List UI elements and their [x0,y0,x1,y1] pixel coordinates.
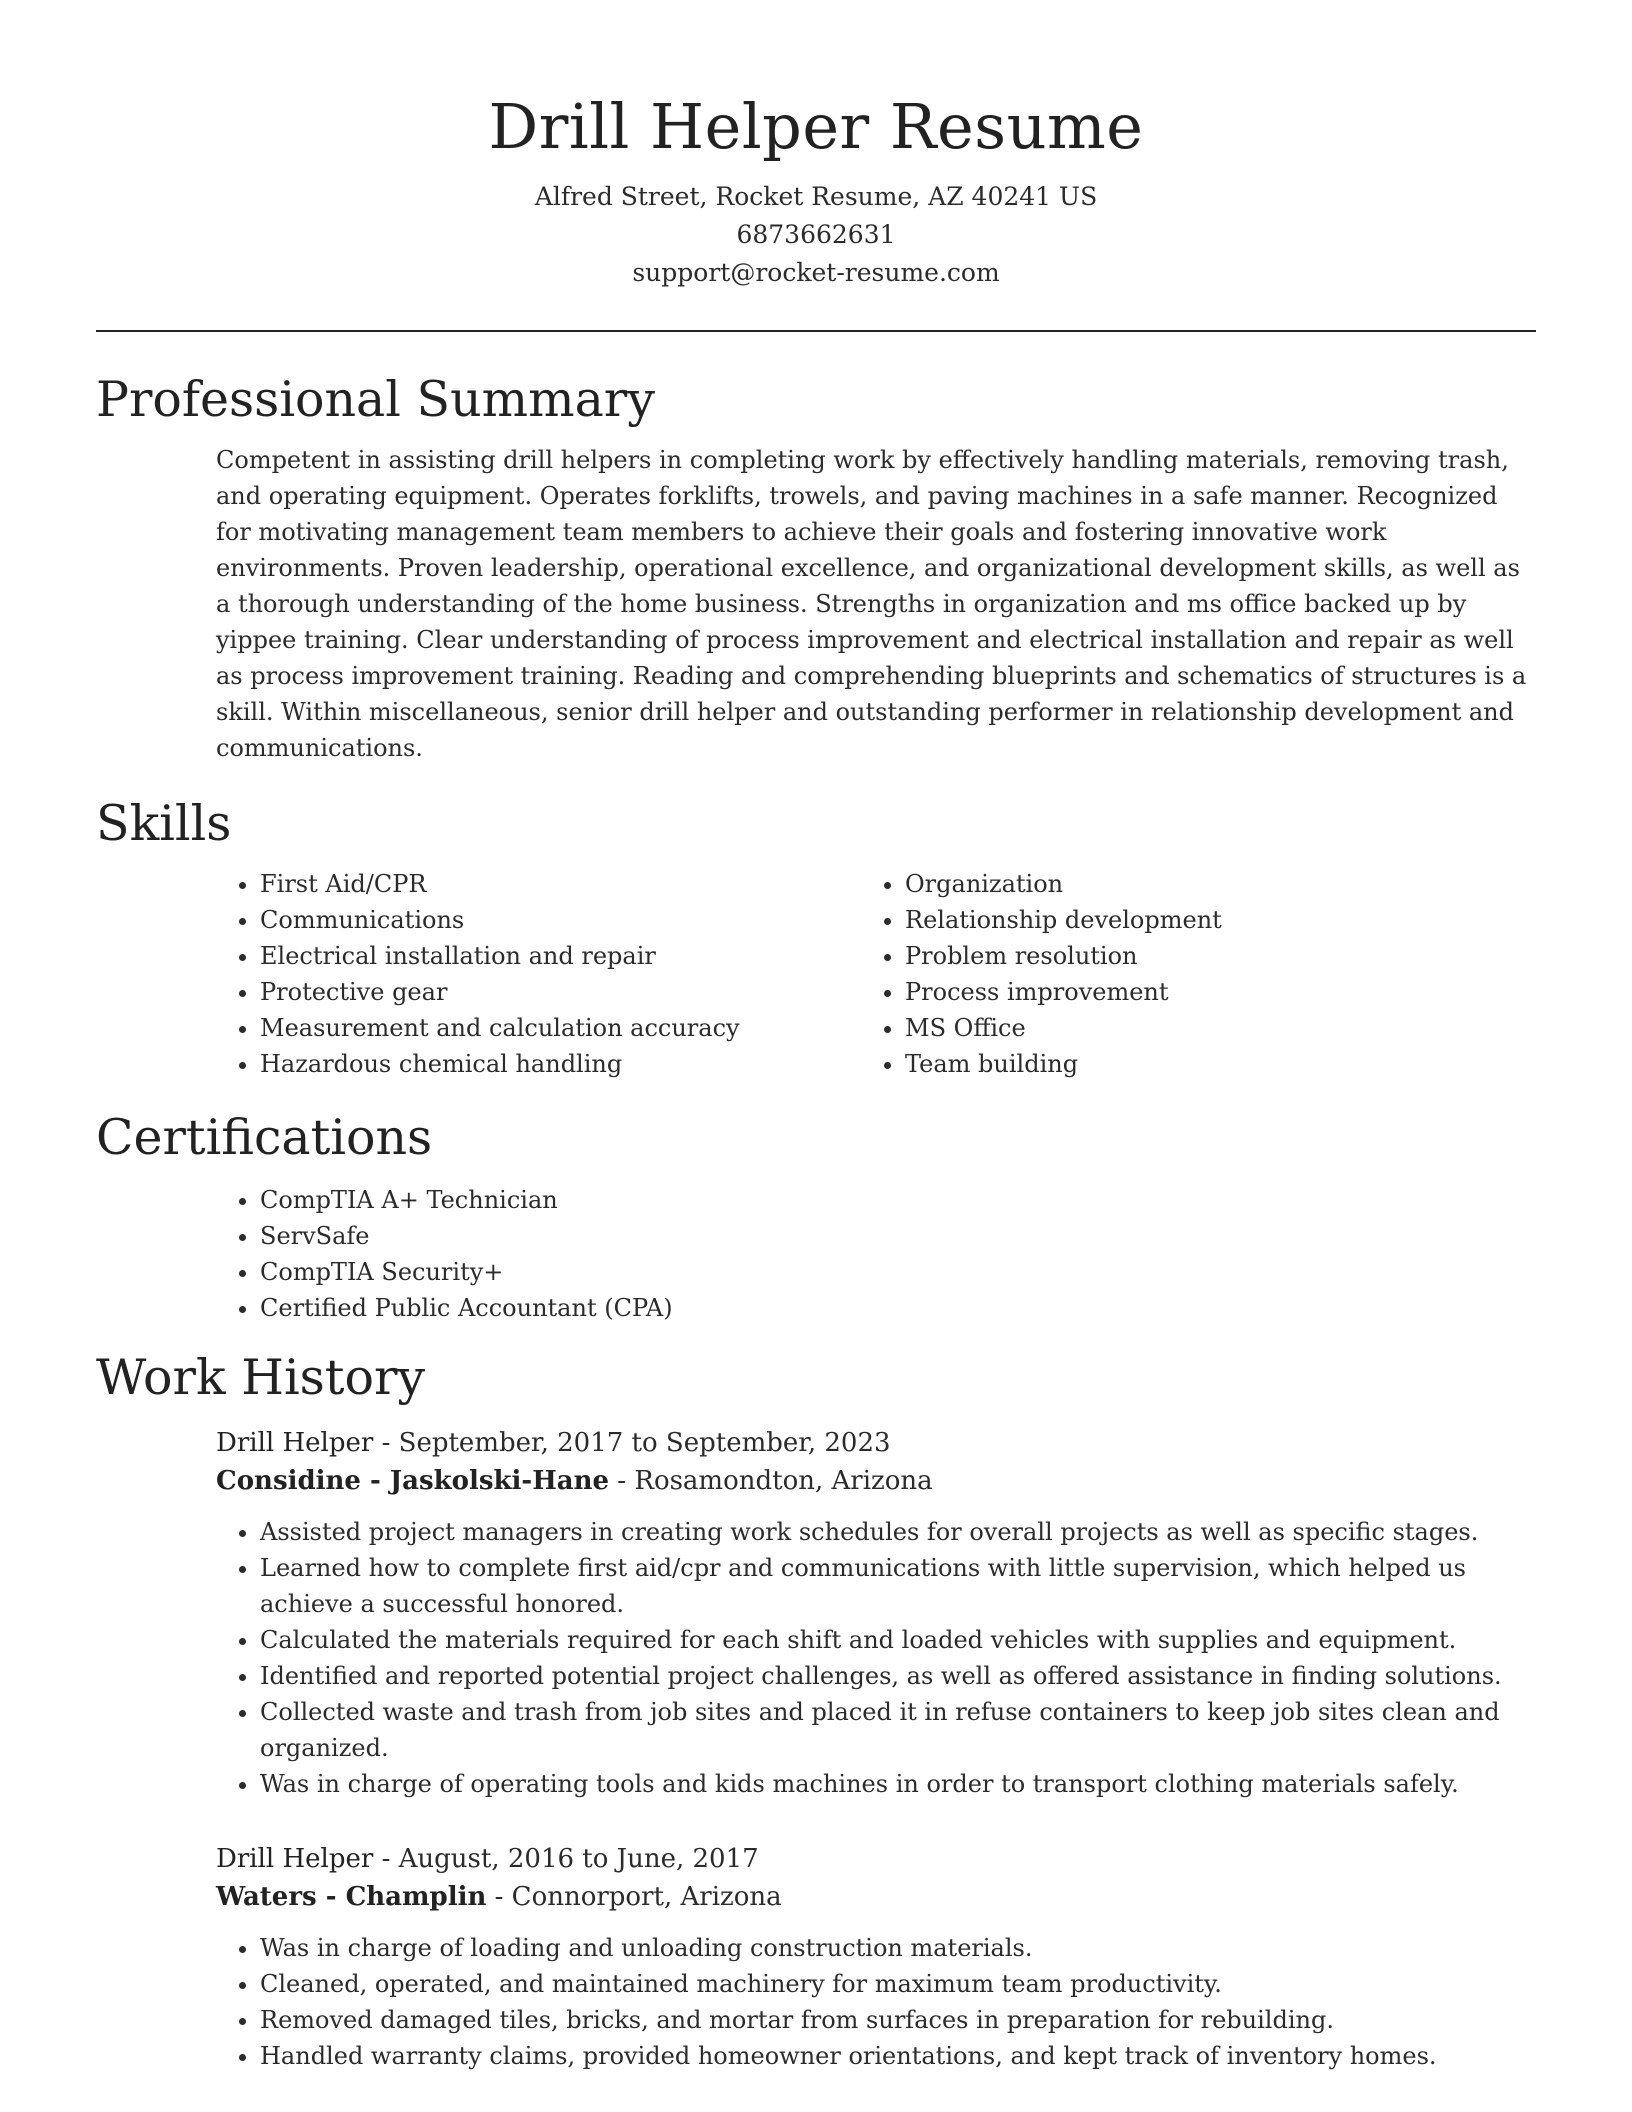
skill-item: • Team building [905,1046,1505,1082]
skills-grid [96,866,1536,1082]
job-bullet: • Was in charge of loading and unloading construction materials. [260,1930,1536,1966]
job-bullet: • Learned how to complete first aid/cpr and communications with little supervision, which helped us achieve a successful honored. [260,1550,1536,1622]
skill-item: • Organization [905,866,1505,902]
certification-item: • Certified Public Accountant (CPA) [260,1290,1536,1326]
summary-heading: Professional Summary [96,371,655,428]
skill-item: • Electrical installation and repair [260,938,746,974]
skill-item: • Process improvement [905,974,1505,1010]
resume-header [96,0,1536,292]
skill-item: • Measurement and calculation accuracy [260,1010,746,1046]
job-bullet: • Removed damaged tiles, bricks, and mortar from surfaces in preparation for rebuilding. [260,2002,1536,2038]
skills-heading: Skills [96,795,232,852]
job-title: Drill Helper [216,1428,374,1458]
job-company: Waters - Champlin [216,1882,487,1912]
job-bullet: • Assisted project managers in creating work schedules for overall projects as well as specific stages. [260,1514,1536,1550]
contact-block [96,178,1536,292]
skills-left-list [96,866,746,1082]
certification-item: • CompTIA A+ Technician [260,1182,1536,1218]
skill-item: • Relationship development [905,902,1505,938]
skill-item: • Hazardous chemical handling [260,1046,746,1082]
certification-item: • CompTIA Security+ [260,1254,1536,1290]
job-location: - Rosamondton, Arizona [609,1466,933,1496]
work-history-section [96,1346,1536,2074]
job-dates: - September, 2017 to September, 2023 [373,1428,891,1458]
skill-item: • Protective gear [260,974,746,1010]
job-bullet: • Handled warranty claims, provided homeowner orientations, and kept track of inventory homes. [260,2038,1536,2074]
job-company: Considine - Jaskolski-Hane [216,1466,610,1496]
job-entry [216,1424,1536,1802]
job-dates: - August, 2016 to June, 2017 [373,1844,759,1874]
skill-item: • Communications [260,902,746,938]
skills-right-list [905,866,1505,1082]
skill-item: • MS Office [905,1010,1505,1046]
work-history-heading: Work History [96,1349,426,1406]
job-title: Drill Helper [216,1844,374,1874]
skill-item: • Problem resolution [905,938,1505,974]
job-bullet: • Calculated the materials required for each shift and loaded vehicles with supplies and equipment. [260,1622,1536,1658]
certifications-heading: Certifications [96,1109,433,1166]
job-location: - Connorport, Arizona [486,1882,782,1912]
resume-title: Drill Helper Resume [488,90,1144,163]
job-title-line [216,1424,1536,1462]
header-divider [96,330,1536,332]
job-bullets [216,1930,1536,2074]
resume-page [96,0,1536,2074]
address-line: Alfred Street, Rocket Resume, AZ 40241 US [534,182,1098,211]
summary-section [96,368,1536,766]
job-entry [216,1840,1536,2074]
skills-section [96,792,1536,1082]
phone-line: 6873662631 [736,220,896,249]
job-bullet: • Collected waste and trash from job sites and placed it in refuse containers to keep job sites clean and organized. [260,1694,1536,1766]
job-bullets [216,1514,1536,1802]
job-company-line [216,1878,1536,1916]
certifications-list [96,1182,1536,1326]
certification-item: • ServSafe [260,1218,1536,1254]
job-bullet: • Identified and reported potential project challenges, as well as offered assistance in finding solutions. [260,1658,1536,1694]
job-bullet: • Was in charge of operating tools and kids machines in order to transport clothing materials safely. [260,1766,1536,1802]
certifications-section [96,1106,1536,1326]
summary-text: Competent in assisting drill helpers in completing work by effectively handling materials, removing trash, and operating equipment. Operates forklifts, trowels, and paving machines in a safe manner. Recognized for motivating management team members to achieve their goals and fostering innovative work environments. Proven leadership, operational excellence, and organizational development skills, as well as a thorough understanding of the home business. Strengths in organization and ms office backed up by yippee training. Clear understanding of process improvement and electrical installation and repair as well as process improvement training. Reading and comprehending blueprints and schematics of structures is a skill. Within miscellaneous, senior drill helper and outstanding performer in relationship development and communications. [216,446,1527,762]
email-line: support@rocket-resume.com [632,258,1000,287]
skill-item: • First Aid/CPR [260,866,746,902]
job-title-line [216,1840,1536,1878]
job-company-line [216,1462,1536,1500]
job-bullet: • Cleaned, operated, and maintained machinery for maximum team productivity. [260,1966,1536,2002]
